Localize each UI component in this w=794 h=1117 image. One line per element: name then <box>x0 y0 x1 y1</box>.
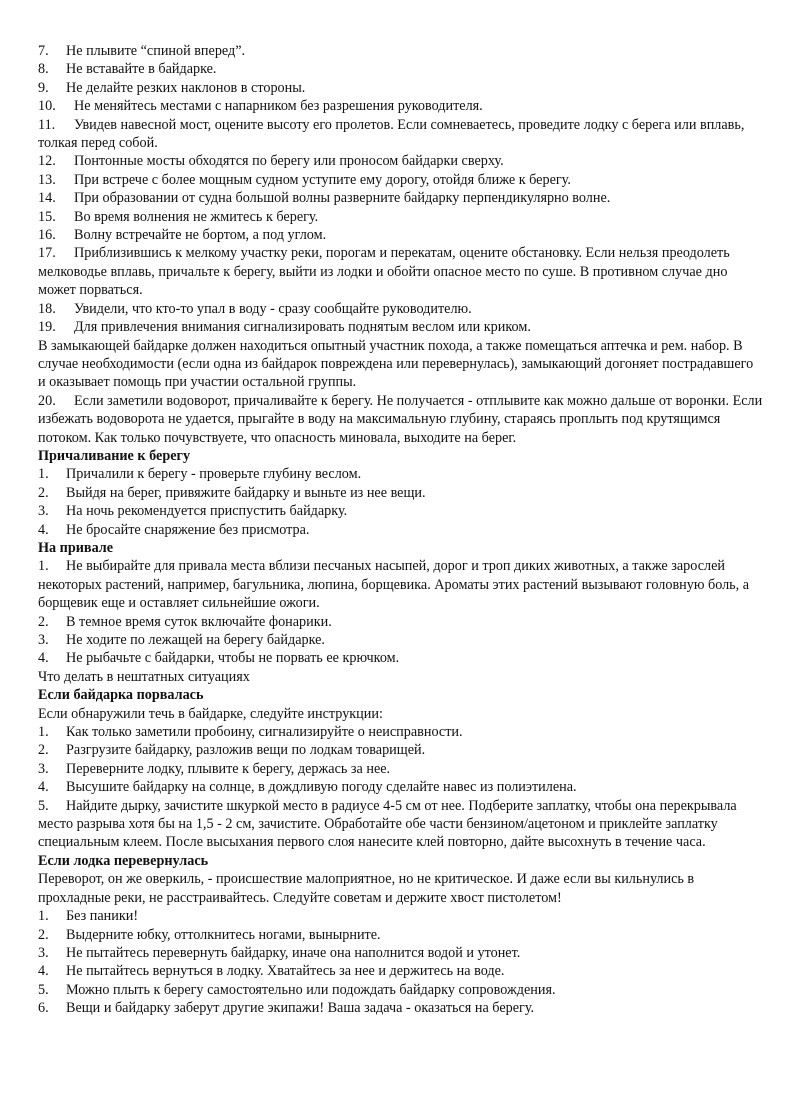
item-number: 9. <box>38 79 49 96</box>
torn-intro: Если обнаружили течь в байдарке, следуйте инструкции: <box>38 705 383 722</box>
section-heading-torn: Если байдарка порвалась <box>38 687 204 704</box>
list-item <box>38 208 764 226</box>
item-number: 17. <box>38 245 56 262</box>
item-number: 18. <box>38 300 56 317</box>
item-text: Не бросайте снаряжение без присмотра. <box>66 521 310 538</box>
item-text: Если заметили водоворот, причаливайте к берегу. Не получается - отплывите как можно дальше от воронки. Если избежать водоворота не удается, прыгайте в воду на максимальную глубину, стараясь проплыть под крутящимся потоком. Как только почувствуете, что опасность миновала, выходите на берег. <box>38 392 763 446</box>
item-text: Для привлечения внимания сигнализировать поднятым веслом или криком. <box>74 319 531 336</box>
item-number: 4. <box>38 779 49 796</box>
mooring-list <box>38 465 764 539</box>
item-number: 1. <box>38 558 49 575</box>
item-number: 4. <box>38 963 49 980</box>
item-text: Не пытайтесь вернуться в лодку. Хватайтесь за нее и держитесь на воде. <box>66 963 505 980</box>
camp-list <box>38 557 764 667</box>
list-item <box>38 60 764 78</box>
list-item <box>38 79 764 97</box>
item-text: Разгрузите байдарку, разложив вещи по лодкам товарищей. <box>66 742 426 759</box>
list-item <box>38 392 764 447</box>
item-number: 1. <box>38 908 49 925</box>
list-item <box>38 797 764 852</box>
list-item <box>38 189 764 207</box>
torn-list <box>38 723 764 852</box>
list-item <box>38 999 764 1017</box>
list-item <box>38 465 764 483</box>
list-item <box>38 300 764 318</box>
item-number: 13. <box>38 171 56 188</box>
item-text: Выйдя на берег, привяжите байдарку и выньте из нее вещи. <box>66 484 426 501</box>
item-number: 2. <box>38 613 49 630</box>
item-text: Без паники! <box>66 908 139 925</box>
document-page <box>38 42 764 1018</box>
item-number: 2. <box>38 742 49 759</box>
item-text: Увидев навесной мост, оцените высоту его пролетов. Если сомневаетесь, проведите лодку с берега или вплавь, толкая перед собой. <box>38 116 745 152</box>
item-number: 11. <box>38 116 56 133</box>
list-item <box>38 521 764 539</box>
list-item <box>38 741 764 759</box>
item-number: 20. <box>38 392 56 409</box>
list-item <box>38 226 764 244</box>
item-text: Не делайте резких наклонов в стороны. <box>66 79 306 96</box>
capsized-intro: Переворот, он же оверкиль, - происшествие малоприятное, но не критическое. И даже если вы кильнулись в прохладные реки, не расстраивайтесь. Следуйте советам и держите хвост пистолетом! <box>38 871 695 906</box>
list-item <box>38 42 764 60</box>
item-number: 4. <box>38 650 49 667</box>
item-text: При образовании от судна большой волны разверните байдарку перпендикулярно волне. <box>74 190 611 207</box>
section-heading-capsized: Если лодка перевернулась <box>38 852 209 869</box>
item-text: Волну встречайте не бортом, а под углом. <box>74 227 327 244</box>
item-number: 14. <box>38 190 56 207</box>
item-text: При встрече с более мощным судном уступите ему дорогу, отойдя ближе к берегу. <box>74 171 571 188</box>
item-number: 2. <box>38 926 49 943</box>
item-text: На ночь рекомендуется приспустить байдарку. <box>66 503 348 520</box>
item-number: 12. <box>38 153 56 170</box>
item-number: 15. <box>38 208 56 225</box>
item-text: Высушите байдарку на солнце, в дождливую погоду сделайте навес из полиэтилена. <box>66 779 577 796</box>
item-text: Понтонные мосты обходятся по берегу или проносом байдарки сверху. <box>74 153 504 170</box>
list-item <box>38 171 764 189</box>
list-item <box>38 557 764 612</box>
item-text: Как только заметили пробоину, сигнализируйте о неисправности. <box>66 724 463 741</box>
item-number: 5. <box>38 797 49 814</box>
item-number: 5. <box>38 981 49 998</box>
item-number: 10. <box>38 98 56 115</box>
item-text: Причалили к берегу - проверьте глубину веслом. <box>66 466 362 483</box>
item-text: Не ходите по лежащей на берегу байдарке. <box>66 632 325 648</box>
item-text: Выдерните юбку, оттолкнитесь ногами, вынырните. <box>66 926 381 943</box>
item-text: Приблизившись к мелкому участку реки, порогам и перекатам, оцените обстановку. Если нельзя преодолеть мелководье вплавь, причальте к берегу, выйти из лодки и обойти опасное место по суше. В противном случае дно может порваться. <box>38 245 730 299</box>
list-item <box>38 778 764 796</box>
section-heading-camp: На привале <box>38 539 114 556</box>
list-item <box>38 484 764 502</box>
safety-rules-list-continued <box>38 392 764 447</box>
item-text: Найдите дырку, зачистите шкуркой место в радиусе 4-5 см от нее. Подберите заплатку, чтобы она перекрывала место разрыва хотя бы на 1,5 - 2 см, зачистите. Обработайте обе части бензином/ацетоном и приклейте заплатку специальным клеем. После высыхания первого слоя нанесите клей повторно, дайте высохнуть в течение часа. <box>38 797 737 851</box>
item-number: 3. <box>38 503 49 520</box>
list-item <box>38 244 764 299</box>
list-item <box>38 649 764 667</box>
item-number: 6. <box>38 1000 49 1017</box>
emergency-title: Что делать в нештатных ситуациях <box>38 668 250 685</box>
item-text: Не плывите “спиной вперед”. <box>66 43 246 59</box>
list-item <box>38 760 764 778</box>
item-text: Можно плыть к берегу самостоятельно или подождать байдарку сопровождения. <box>66 981 556 998</box>
list-item <box>38 926 764 944</box>
item-number: 2. <box>38 484 49 501</box>
item-number: 16. <box>38 227 56 244</box>
item-number: 4. <box>38 521 49 538</box>
item-text: Не рыбачьте с байдарки, чтобы не порвать ее крючком. <box>66 650 400 667</box>
item-text: Во время волнения не жмитесь к берегу. <box>74 208 319 225</box>
item-number: 1. <box>38 466 49 483</box>
item-text: В темное время суток включайте фонарики. <box>66 613 332 630</box>
item-number: 19. <box>38 319 56 336</box>
list-item <box>38 907 764 925</box>
item-number: 3. <box>38 632 49 648</box>
list-item <box>38 502 764 520</box>
list-item <box>38 613 764 631</box>
item-number: 3. <box>38 760 49 777</box>
list-item <box>38 631 764 649</box>
paragraph-rear-kayak: В замыкающей байдарке должен находиться опытный участник похода, а также помещаться аптечка и рем. набор. В случае необходимости (если одна из байдарок повреждена или перевернулась), замыкающий догоняет пострадавшего и оказывает помощь при участии остальной группы. <box>38 337 754 391</box>
item-text: Не пытайтесь перевернуть байдарку, иначе она наполнится водой и утонет. <box>66 944 521 961</box>
item-text: Вещи и байдарку заберут другие экипажи! Ваша задача - оказаться на берегу. <box>66 1000 535 1017</box>
safety-rules-list <box>38 42 764 337</box>
item-text: Увидели, что кто-то упал в воду - сразу сообщайте руководителю. <box>74 300 472 317</box>
list-item <box>38 962 764 980</box>
list-item <box>38 723 764 741</box>
item-text: Переверните лодку, плывите к берегу, держась за нее. <box>66 760 391 777</box>
list-item <box>38 318 764 336</box>
capsized-list <box>38 907 764 1017</box>
item-number: 1. <box>38 724 49 741</box>
item-number: 7. <box>38 43 49 59</box>
section-heading-mooring: Причаливание к берегу <box>38 447 191 464</box>
list-item <box>38 944 764 962</box>
list-item <box>38 152 764 170</box>
item-text: Не выбирайте для привала места вблизи песчаных насыпей, дорог и троп диких животных, а также зарослей некоторых растений, например, багульника, люпина, борщевика. Ароматы этих растений вызывают головную боль, а борщевик еще и оставляет сильнейшие ожоги. <box>38 558 750 612</box>
item-number: 8. <box>38 61 49 78</box>
item-text: Не вставайте в байдарке. <box>66 61 217 78</box>
list-item <box>38 116 764 153</box>
item-number: 3. <box>38 944 49 961</box>
list-item <box>38 981 764 999</box>
item-text: Не меняйтесь местами с напарником без разрешения руководителя. <box>74 98 483 115</box>
list-item <box>38 97 764 115</box>
